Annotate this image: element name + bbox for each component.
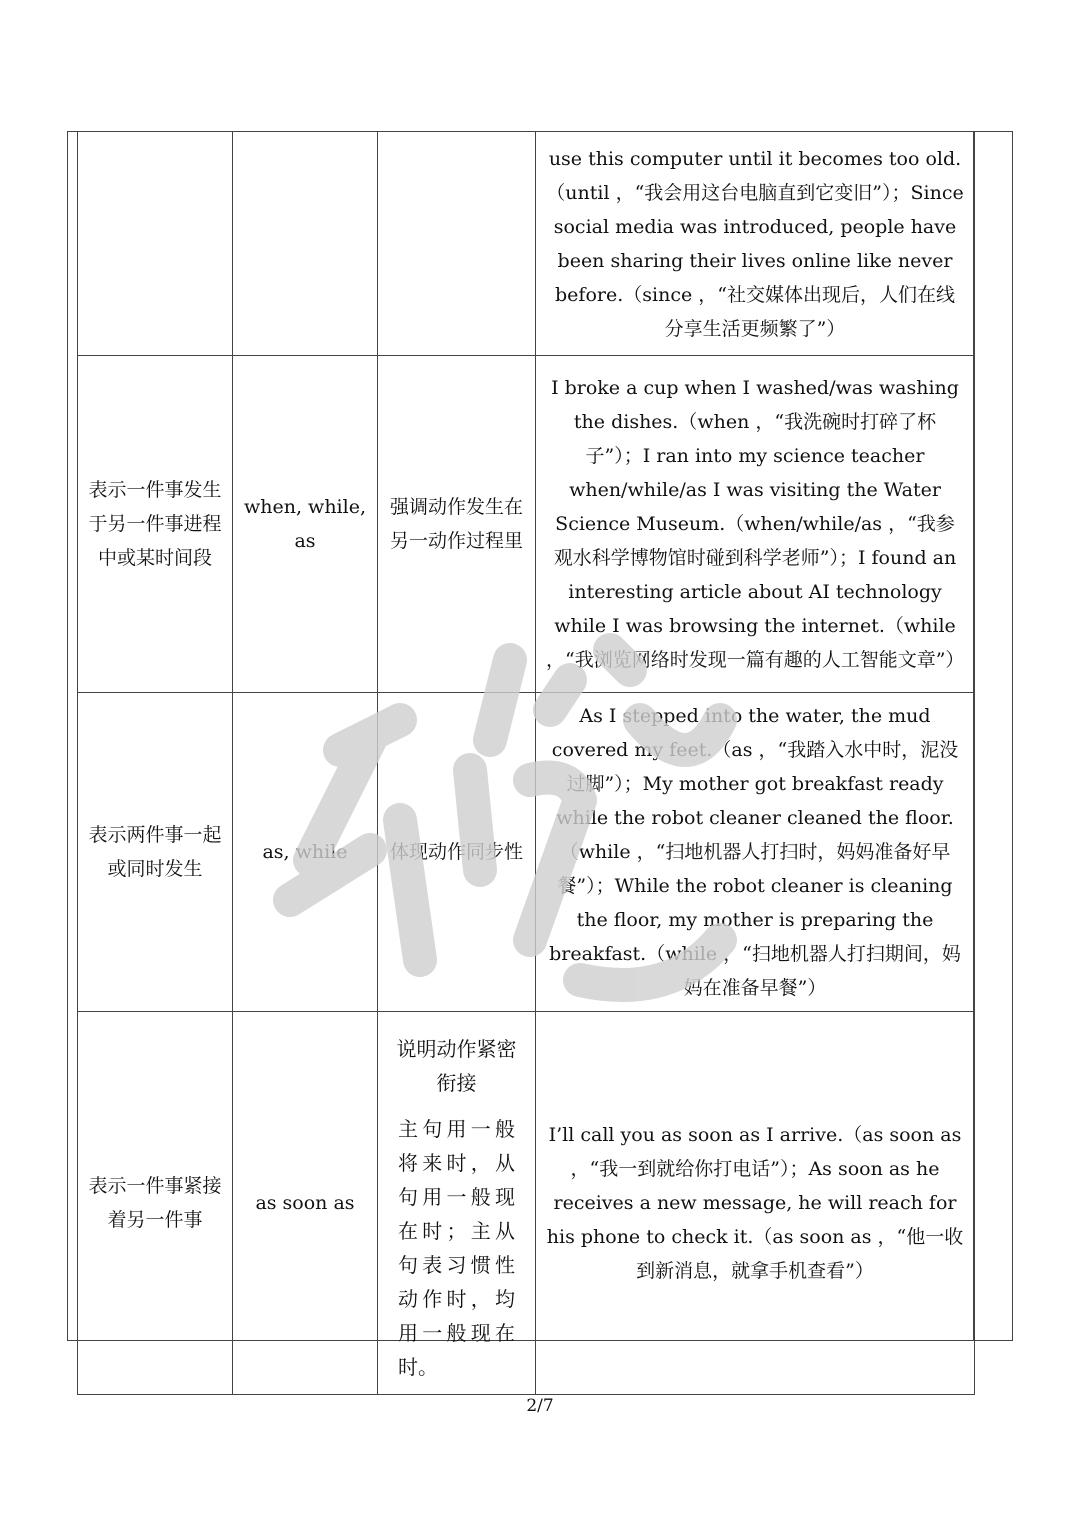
- note-main: 说明动作紧密衔接: [396, 1037, 517, 1095]
- example-cell: I broke a cup when I washed/was washing the dishes.（when ，“我洗碗时打碎了杯子”）；I ran into my science teacher when/while/as I was visiting the Water Science Museum.（when/while/as ，“我参观水科学博物馆时碰到科学老师”）；I found an interesting article about AI technology while I was browsing the internet.（while ，“我浏览网络时发现一篇有趣的人工智能文章”）: [536, 356, 975, 693]
- conjunction-cell: as soon as: [233, 1012, 378, 1395]
- page-number: 2/7: [526, 1396, 554, 1416]
- conjunction-cell: when, while, as: [233, 356, 378, 693]
- example-cell: use this computer until it becomes too old.（until ，“我会用这台电脑直到它变旧”）；Since social media was introduced, people have been sharing their lives online like never before.（since ，“社交媒体出现后，人们在线分享生活更频繁了”）: [536, 132, 975, 356]
- note-cell: 体现动作同步性: [378, 693, 536, 1012]
- note-cell: 强调动作发生在另一动作过程里: [378, 356, 536, 693]
- meaning-cell: [78, 132, 233, 356]
- table-row: [78, 1012, 975, 1395]
- meaning-cell: 表示两件事一起或同时发生: [78, 693, 233, 1012]
- conjunction-cell: [233, 132, 378, 356]
- note-cell: [378, 1012, 536, 1395]
- note-extra: 主句用一般将来时，从句用一般现在时；主从句表习惯性动作时，均用一般现在时。: [398, 1117, 515, 1379]
- meaning-cell: 表示一件事发生于另一件事进程中或某时间段: [78, 356, 233, 693]
- grammar-table: [77, 131, 975, 1395]
- example-cell: As I stepped into the water, the mud covered my feet.（as ，“我踏入水中时，泥没过脚”）；My mother got breakfast ready while the robot cleaner cleaned the floor.（while ，“扫地机器人打扫时，妈妈准备好早餐”）；While the robot cleaner is cleaning the floor, my mother is preparing the breakfast.（while ，“扫地机器人打扫期间，妈妈在准备早餐”）: [536, 693, 975, 1012]
- meaning-cell: 表示一件事紧接着另一件事: [78, 1012, 233, 1395]
- table-row: [78, 693, 975, 1012]
- example-cell: I’ll call you as soon as I arrive.（as soon as ，“我一到就给你打电话”）；As soon as he receives a new message, he will reach for his phone to check it.（as soon as ，“他一收到新消息，就拿手机查看”）: [536, 1012, 975, 1395]
- note-cell: [378, 132, 536, 356]
- table-row: [78, 132, 975, 356]
- conjunction-cell: as, while: [233, 693, 378, 1012]
- table-row: [78, 356, 975, 693]
